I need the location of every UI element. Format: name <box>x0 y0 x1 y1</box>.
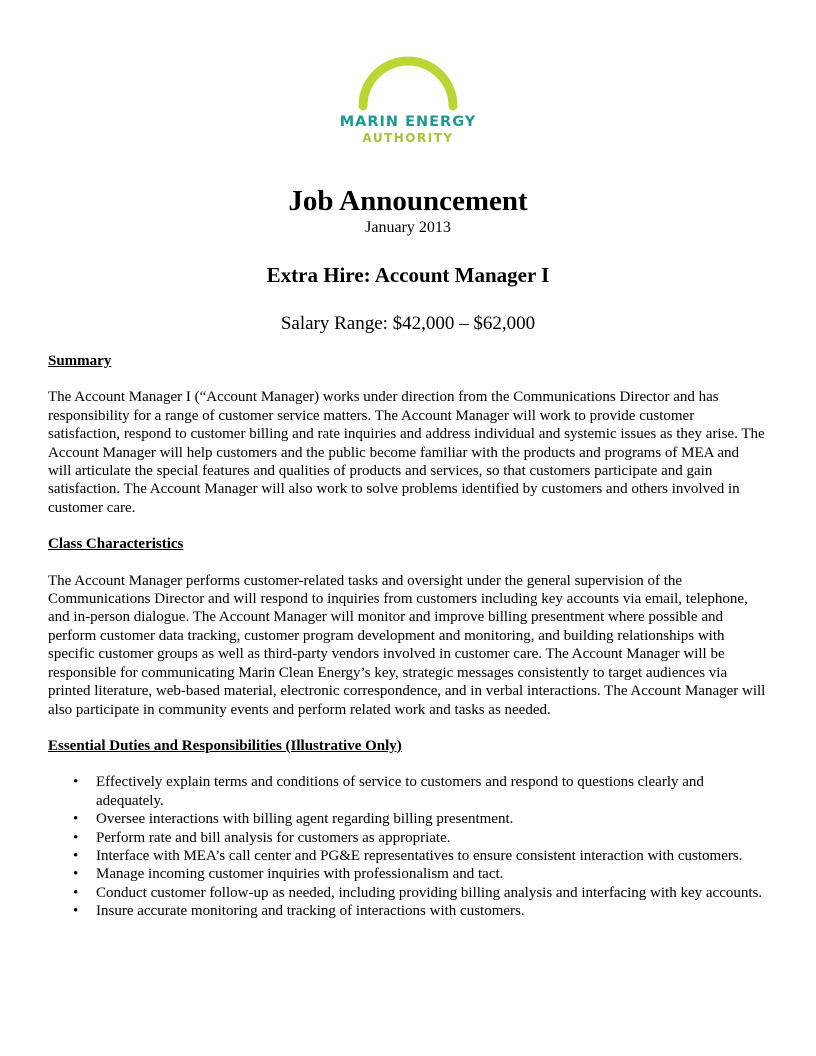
list-item-text: Manage incoming customer inquiries with professionalism and tact. <box>96 866 504 883</box>
position-title: Extra Hire: Account Manager I <box>266 263 550 287</box>
list-item-text: Insure accurate monitoring and tracking of interactions with customers. <box>96 903 525 920</box>
mea-logo <box>333 30 483 148</box>
logo-text-marin-energy: MARIN ENERGY <box>339 114 477 130</box>
bullet-icon: • <box>73 847 79 864</box>
salary-range: Salary Range: $42,000 – $62,000 <box>280 313 536 334</box>
summary-heading: Summary <box>48 353 112 369</box>
list-item <box>48 865 766 883</box>
list-item-text: Oversee interactions with billing agent regarding billing presentment. <box>96 811 514 828</box>
list-item <box>48 829 766 847</box>
class-characteristics-paragraph: The Account Manager performs customer-related tasks and oversight under the general supervision of the Communications Director and will respond to inquiries from customers including key accounts via email, telephone, and in-person dialogue. The Account Manager will monitor and improve billing presentment where possible and perform customer data tracking, customer program development and monitoring, and building relationships with specific customer groups as well as third-party vendors involved in customer care. The Account Manager will be responsible for communicating Marin Clean Energy’s key, strategic messages consistently to target audiences via printed literature, web-based material, electronic correspondence, and in verbal interactions. The Account Manager will also participate in community events and perform related work and tasks as needed. <box>48 572 766 718</box>
summary-paragraph: The Account Manager I (“Account Manager) works under direction from the Communications Director and has responsibility for a range of customer service matters. The Account Manager will work to provide customer satisfaction, respond to customer billing and rate inquiries and address individual and systemic issues as they arise. The Account Manager will help customers and the public become familiar with the products and programs of MEA and will articulate the special features and qualities of products and services, so that customers participate and gain satisfaction. The Account Manager will also work to solve problems identified by customers and others involved in customer care. <box>48 389 765 516</box>
document-body <box>48 352 766 921</box>
list-item <box>48 810 766 828</box>
duties-heading: Essential Duties and Responsibilities (Illustrative Only) <box>48 737 402 754</box>
bullet-icon: • <box>73 811 79 828</box>
list-item-text: Perform rate and bill analysis for customers as appropriate. <box>96 829 451 846</box>
announcement-date: January 2013 <box>365 219 451 236</box>
list-item <box>48 773 766 810</box>
bullet-icon: • <box>73 829 79 846</box>
page-title: Job Announcement <box>288 185 528 217</box>
list-item <box>48 847 766 865</box>
logo-arc-icon <box>333 30 483 120</box>
class-characteristics-heading: Class Characteristics <box>48 536 184 553</box>
list-item-text: Interface with MEA’s call center and PG&E representatives to ensure consistent interaction with customers. <box>96 847 743 864</box>
duties-list <box>48 773 766 920</box>
bullet-icon: • <box>73 884 79 901</box>
logo-text-authority: AUTHORITY <box>362 131 454 145</box>
bullet-icon: • <box>73 866 79 883</box>
bullet-icon: • <box>73 774 79 791</box>
bullet-icon: • <box>73 903 79 920</box>
list-item-text: Conduct customer follow-up as needed, including providing billing analysis and interfacing with key accounts. <box>96 884 763 901</box>
list-item-text: Effectively explain terms and conditions of service to customers and respond to questions clearly and adequately. <box>96 774 704 809</box>
list-item <box>48 902 766 920</box>
list-item <box>48 884 766 902</box>
